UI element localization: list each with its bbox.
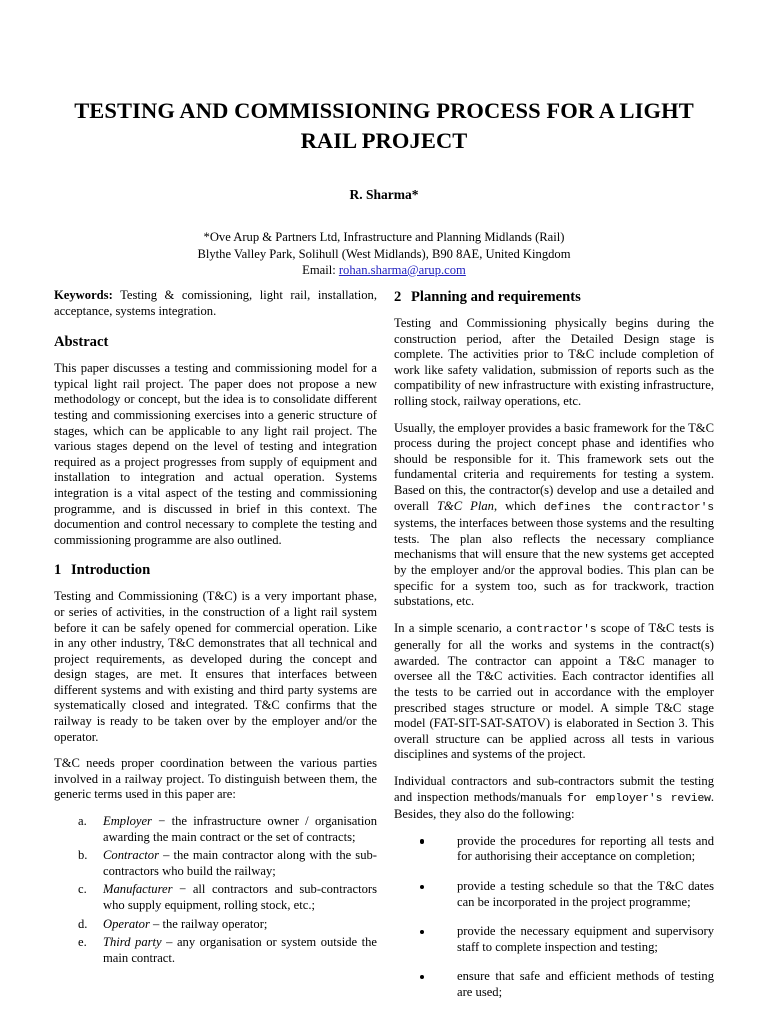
bullet-icon: [420, 885, 424, 889]
para2-part-c: systems, the interfaces between those systems and the resulting tests. The plan also reflects the necessary compliance mechanisms that will ensure that the new systems get accepted by the employer and/or the approval bodies. This plan can be specific for a system too, such as for trackwork, traction substations, etc.: [394, 516, 714, 609]
list-marker: c.: [78, 882, 87, 897]
bullet-icon: [420, 975, 424, 979]
term-definition: – the main contractor along with the sub-contractors who build the railway;: [103, 848, 377, 878]
title-block: [54, 96, 714, 279]
bullet-text: provide the procedures for reporting all tests and for authorising their acceptance on completion;: [457, 833, 714, 864]
term-name: Operator: [103, 916, 150, 931]
list-marker: b.: [78, 848, 88, 863]
section-2-number: 2: [394, 289, 402, 305]
keywords-text: Testing & comissioning, light rail, installation, acceptance, systems integration.: [54, 288, 377, 318]
keywords-label: Keywords:: [54, 288, 113, 302]
list-marker: e.: [78, 935, 87, 950]
para2-part-a: Usually, the employer provides a basic framework for the T&C process during the project concept phase and identifies who should be responsible for it. This framework sets out the fundamental criteria and requirements for testing a system. Based on this, the contractor(s) develop and use a detailed and overall: [394, 420, 714, 513]
email-link[interactable]: rohan.sharma@arup.com: [338, 263, 466, 277]
para2-mono-phrase: defines the contractor's: [543, 501, 714, 514]
section-2-heading: [394, 288, 714, 306]
para3-part-a: In a simple scenario, a: [394, 620, 517, 635]
terms-list: [54, 814, 377, 966]
affiliation-block: [54, 229, 714, 279]
section-1-paragraph-2: T&C needs proper coordination between the various parties involved in a railway project. To distinguish between them, the generic terms used in this paper are:: [54, 756, 377, 802]
list-marker: a.: [78, 814, 87, 829]
section-1-title: Introduction: [71, 562, 151, 579]
requirements-bullet-list: [394, 834, 714, 1001]
tc-plan-italic: T&C Plan: [436, 498, 494, 513]
bullet-text: provide the necessary equipment and supervisory staff to complete inspection and testing;: [457, 924, 714, 954]
abstract-body: This paper discusses a testing and commissioning model for a typical light rail project. The paper does not propose a new methodology or concept, but the idea is to consolidate different testing and commissioning exercises into a generic structure of stages, which can be applicable to any light rail project. The various stages depend on the level of testing and integration required as a project progresses from supply of equipment and installation to integration and actual operation. Systems integration is a vital aspect of the testing and commissioning programme, and is discussed in brief in this context. The documention and control necessary to complete the testing and commissioning programme are also outlined.: [54, 361, 377, 547]
section-2-paragraph-4: [394, 774, 714, 823]
bullet-text: provide a testing schedule so that the T&C dates can be incorporated in the project programme;: [457, 879, 714, 909]
para3-mono-phrase: contractor's: [516, 623, 597, 636]
section-1-heading: [54, 561, 377, 579]
term-definition: − the infrastructure owner / organisation awarding the main contract or the set of contracts;: [103, 814, 377, 844]
bullet-icon: [420, 930, 424, 934]
affiliation-line-2: Blythe Valley Park, Solihull (West Midlands), B90 8AE, United Kingdom: [197, 246, 571, 261]
list-item: [394, 879, 714, 910]
list-item: [394, 834, 714, 865]
section-2-paragraph-3: [394, 621, 714, 763]
para4-part-b: . Besides, they also do the following:: [394, 789, 714, 822]
abstract-heading: Abstract: [54, 334, 109, 351]
term-name: Third party: [103, 935, 162, 950]
page-title: TESTING AND COMMISSIONING PROCESS FOR A LIGHT RAIL PROJECT: [74, 98, 694, 153]
email-line: [54, 262, 714, 279]
para2-part-b: , which: [493, 498, 544, 513]
list-item: [54, 882, 377, 913]
section-1-number: 1: [54, 562, 62, 579]
para3-part-b: scope of T&C tests is generally for all the works and systems in the contract(s) awarded. The contractor can appoint a T&C manager to oversee all the T&C activities. Each contractor identifies all the tests to be carried out in accordance with the employer prescribed stages structure or model. A simple T&C stage model (FAT-SIT-SAT-SATOV) is elaborated in Section 3. This overall structure can be applied across all tests in various disciplines and systems of the project.: [394, 620, 714, 762]
email-label: Email:: [302, 263, 336, 277]
section-1-paragraph-1: Testing and Commissioning (T&C) is a very important phase, or series of activities, in the construction of a light rail system before it can be safely opened for commercial operation. Like in any other industry, T&C demonstrates that all technical and project requirements, as developed during the concept and design stages, are met. It ensures that interfaces between different systems and with existing and third party systems are systematically closed and integrated. T&C confirms that the railway is ready to be taken over by the employer and/or the operator.: [54, 589, 377, 744]
section-2-paragraph-1: Testing and Commissioning physically begins during the construction period, after the Detailed Design stage is complete. The activities prior to T&C include completion of work like safety validation, submission of reports such as the compatibility of new infrastructure with existing infrastructure, rolling stock, railway operations, etc.: [394, 316, 714, 408]
author-name: R. Sharma*: [349, 187, 419, 202]
left-column: [54, 288, 377, 969]
list-item: [394, 924, 714, 955]
list-item: [54, 848, 377, 879]
term-name: Employer: [103, 814, 152, 829]
bullet-text: ensure that safe and efficient methods of testing are used;: [457, 969, 714, 999]
list-item: [54, 917, 377, 933]
keywords-paragraph: [54, 288, 377, 319]
list-item: [54, 935, 377, 966]
list-item: [54, 814, 377, 845]
list-item: [394, 969, 714, 1000]
para4-mono-phrase: for employer's review: [566, 792, 711, 805]
term-definition: − all contractors and sub-contractors who supply equipment, rolling stock, etc.;: [103, 882, 377, 912]
term-definition: – any organisation or system outside the main contract.: [103, 935, 377, 965]
bullet-icon: [420, 839, 424, 843]
term-name: Contractor: [103, 848, 159, 863]
list-marker: d.: [78, 916, 88, 931]
section-2-paragraph-2: [394, 421, 714, 610]
affiliation-line-1: *Ove Arup & Partners Ltd, Infrastructure and Planning Midlands (Rail): [203, 230, 565, 244]
term-name: Manufacturer: [103, 882, 173, 897]
term-definition: – the railway operator;: [149, 916, 268, 931]
section-2-title: Planning and requirements: [411, 289, 581, 305]
right-column: [394, 288, 714, 1015]
para4-part-a: Individual contractors and sub-contractors submit the testing and inspection methods/manuals: [394, 774, 714, 804]
